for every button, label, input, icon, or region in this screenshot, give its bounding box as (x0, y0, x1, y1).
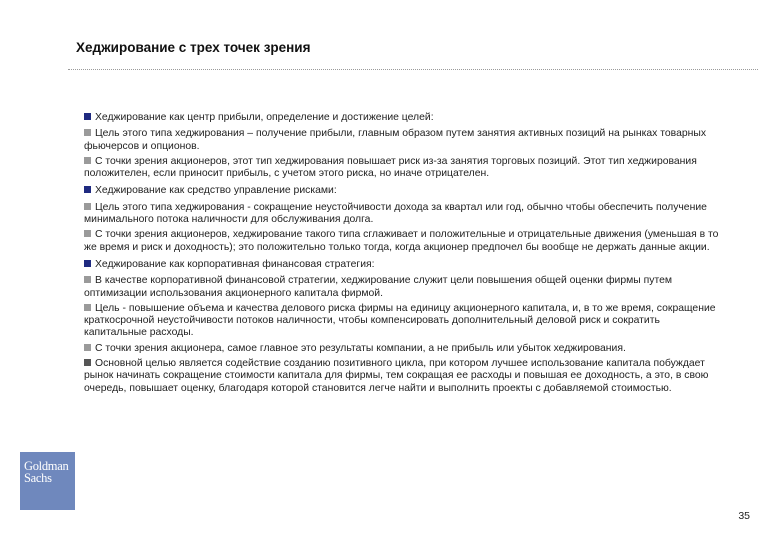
section-profit-center (84, 112, 724, 180)
list-item (84, 156, 724, 181)
goldman-sachs-logo (20, 452, 75, 510)
list-item-text: В качестве корпоративной финансовой стратегии, хеджирование служит цели повышения общей оценки фирмы путем оптимизации использования акционерного капитала фирмой. (84, 275, 673, 299)
list-item (84, 343, 724, 355)
square-bullet-icon (84, 186, 91, 193)
section-heading (84, 259, 724, 271)
page-number: 35 (738, 510, 750, 522)
list-item (84, 303, 724, 340)
logo-line-1: Goldman (24, 459, 69, 473)
list-item-text: Основной целью является содействие созданию позитивного цикла, при котором лучшее использование капитала побуждает рынок начинать сокращение стоимости капитала для фирмы, тем сокращая ее расходы и повышая ее доходность, а это, в свою очередь, повышает оценку, благодаря которой становится легче найти и выполнить проекты с добавляемой стоимостью. (84, 358, 709, 394)
list-item-text: Цель этого типа хеджирования - сокращение неустойчивости дохода за квартал или год, обычно чтобы обеспечить получение минимального потока наличности для обслуживания долга. (84, 201, 707, 226)
logo-line-2: Sachs (24, 471, 52, 485)
square-bullet-icon (84, 344, 91, 351)
section-risk-management (84, 185, 724, 253)
list-item (84, 202, 724, 227)
list-item-text: Цель этого типа хеджирования – получение прибыли, главным образом путем занятия активных позиций на рынках товарных фьючерсов и опционов. (84, 128, 707, 152)
list-item-text: С точки зрения акционеров, хеджирование такого типа сглаживает и положительные и отрицательные движения (уменьшая в то же время и риск и доходность); это положительно только тогда, когда акционер предпочел бы вообще не держать данные акции. (84, 229, 719, 253)
list-item-text: С точки зрения акционеров, этот тип хеджирования повышает риск из-за занятия торговых позиций. Этот тип хеджирования положителен, если приносит прибыль, с учетом этого риска, но иначе отрицателен. (84, 155, 697, 180)
square-bullet-icon (84, 304, 91, 311)
section-heading (84, 185, 724, 197)
list-item (84, 275, 724, 300)
square-bullet-icon (84, 230, 91, 237)
section-corporate-strategy (84, 259, 724, 395)
square-bullet-icon (84, 129, 91, 136)
square-bullet-icon (84, 113, 91, 120)
square-bullet-icon (84, 203, 91, 210)
title-divider (68, 69, 758, 70)
square-bullet-icon (84, 276, 91, 283)
section-heading-text: Хеджирование как средство управление рисками: (95, 185, 337, 197)
list-item (84, 229, 724, 254)
square-bullet-icon (84, 157, 91, 164)
list-item-text: Цель - повышение объема и качества делового риска фирмы на единицу акционерного капитала, и, в то же время, сокращение краткосрочной неустойчивости потоков наличности, чтобы компенсировать дополнительный деловой риск и сократить капитальные расходы. (84, 302, 716, 339)
page-title: Хеджирование с трех точек зрения (76, 40, 311, 55)
list-item-text: С точки зрения акционера, самое главное это результаты компании, а не прибыль или убыток хеджирования. (95, 342, 626, 354)
section-heading-text: Хеджирование как корпоративная финансовая стратегия: (95, 258, 375, 270)
section-heading-text: Хеджирование как центр прибыли, определение и достижение целей: (95, 112, 434, 123)
square-bullet-icon (84, 359, 91, 366)
section-heading (84, 112, 724, 124)
list-item (84, 358, 724, 395)
list-item (84, 128, 724, 153)
square-bullet-icon (84, 260, 91, 267)
content-body (84, 112, 724, 400)
